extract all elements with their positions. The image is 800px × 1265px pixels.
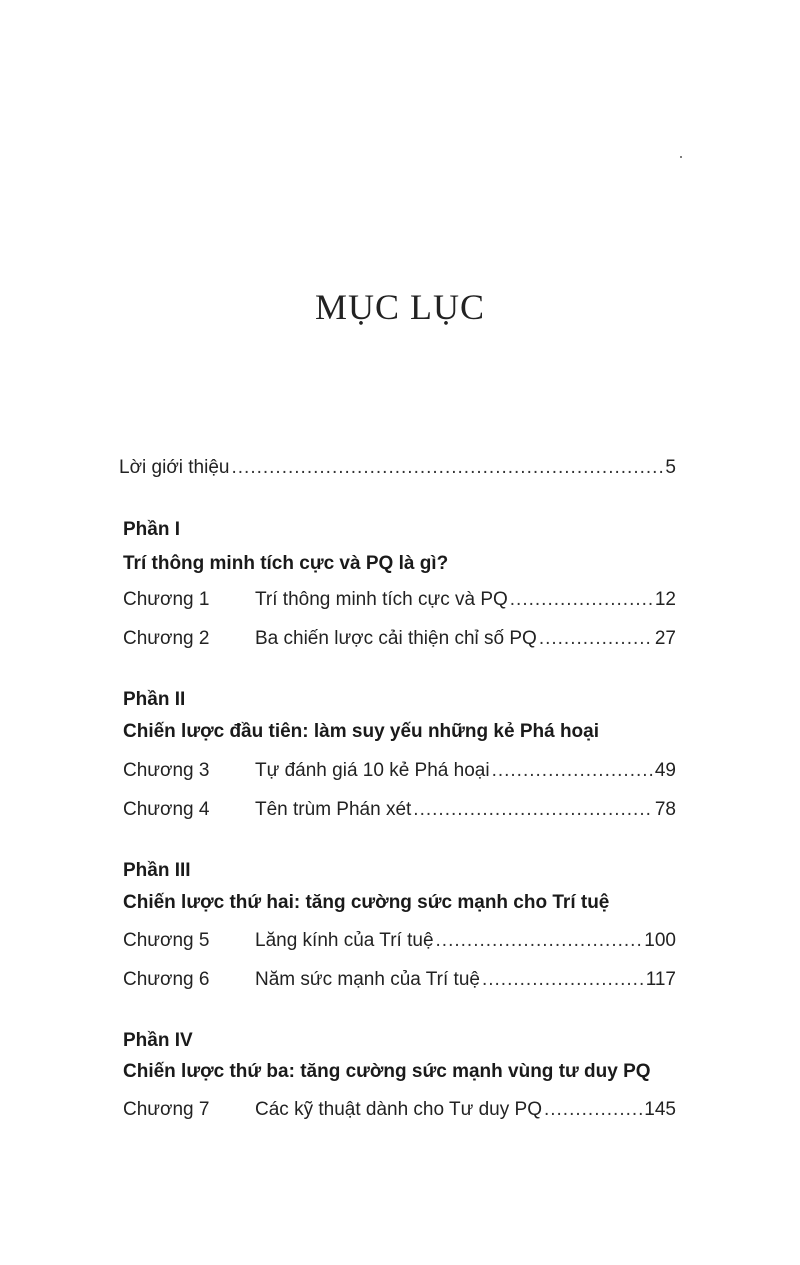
toc-entry-chapter [123,1099,676,1129]
toc-entry-chapter [123,628,676,658]
chapter-page: 49 [654,760,676,781]
chapter-page: 117 [645,969,676,990]
part-title: Chiến lược thứ ba: tăng cường sức mạnh vùng tư duy PQ [123,1061,651,1082]
scan-speck [680,156,682,158]
dot-leader [539,628,653,650]
chapter-title: Các kỹ thuật dành cho Tư duy PQ [255,1099,542,1120]
dot-leader [492,760,653,782]
chapter-title: Tự đánh giá 10 kẻ Phá hoại [255,760,490,781]
chapter-title: Tên trùm Phán xét [255,799,412,820]
chapter-page: 12 [654,589,676,610]
chapter-label: Chương 2 [123,628,210,649]
chapter-title: Năm sức mạnh của Trí tuệ [255,969,480,990]
dot-leader [544,1099,642,1121]
part-title: Trí thông minh tích cực và PQ là gì? [123,553,449,574]
page-title: MỤC LỤC [314,287,486,327]
chapter-label: Chương 4 [123,799,210,820]
dot-leader [482,969,644,991]
chapter-label: Chương 6 [123,969,210,990]
chapter-label: Chương 3 [123,760,210,781]
part-label: Phần III [123,860,191,881]
chapter-title: Trí thông minh tích cực và PQ [255,589,508,610]
chapter-page: 27 [654,628,676,649]
toc-entry-chapter [123,760,676,790]
chapter-page: 100 [644,930,676,951]
part-title: Chiến lược thứ hai: tăng cường sức mạnh cho Trí tuệ [123,892,610,913]
toc-entry-chapter [123,589,676,619]
toc-entry-chapter [123,969,676,999]
part-title: Chiến lược đầu tiên: làm suy yếu những kẻ Phá hoại [123,721,600,742]
toc-entry-title: Lời giới thiệu [119,457,230,478]
dot-leader [436,930,643,952]
toc-entry-intro [119,457,676,487]
toc-entry-page: 5 [665,457,676,478]
part-label: Phần IV [123,1030,193,1051]
chapter-title: Ba chiến lược cải thiện chỉ số PQ [255,628,537,649]
chapter-page: 78 [654,799,676,820]
chapter-label: Chương 7 [123,1099,210,1120]
part-label: Phần II [123,689,186,710]
part-label: Phần I [123,519,181,540]
toc-entry-chapter [123,930,676,960]
dot-leader [413,799,653,821]
chapter-page: 145 [644,1099,676,1120]
chapter-title: Lăng kính của Trí tuệ [255,930,434,951]
chapter-label: Chương 1 [123,589,210,610]
toc-entry-chapter [123,799,676,829]
chapter-label: Chương 5 [123,930,210,951]
dot-leader [231,457,663,479]
dot-leader [510,589,653,611]
